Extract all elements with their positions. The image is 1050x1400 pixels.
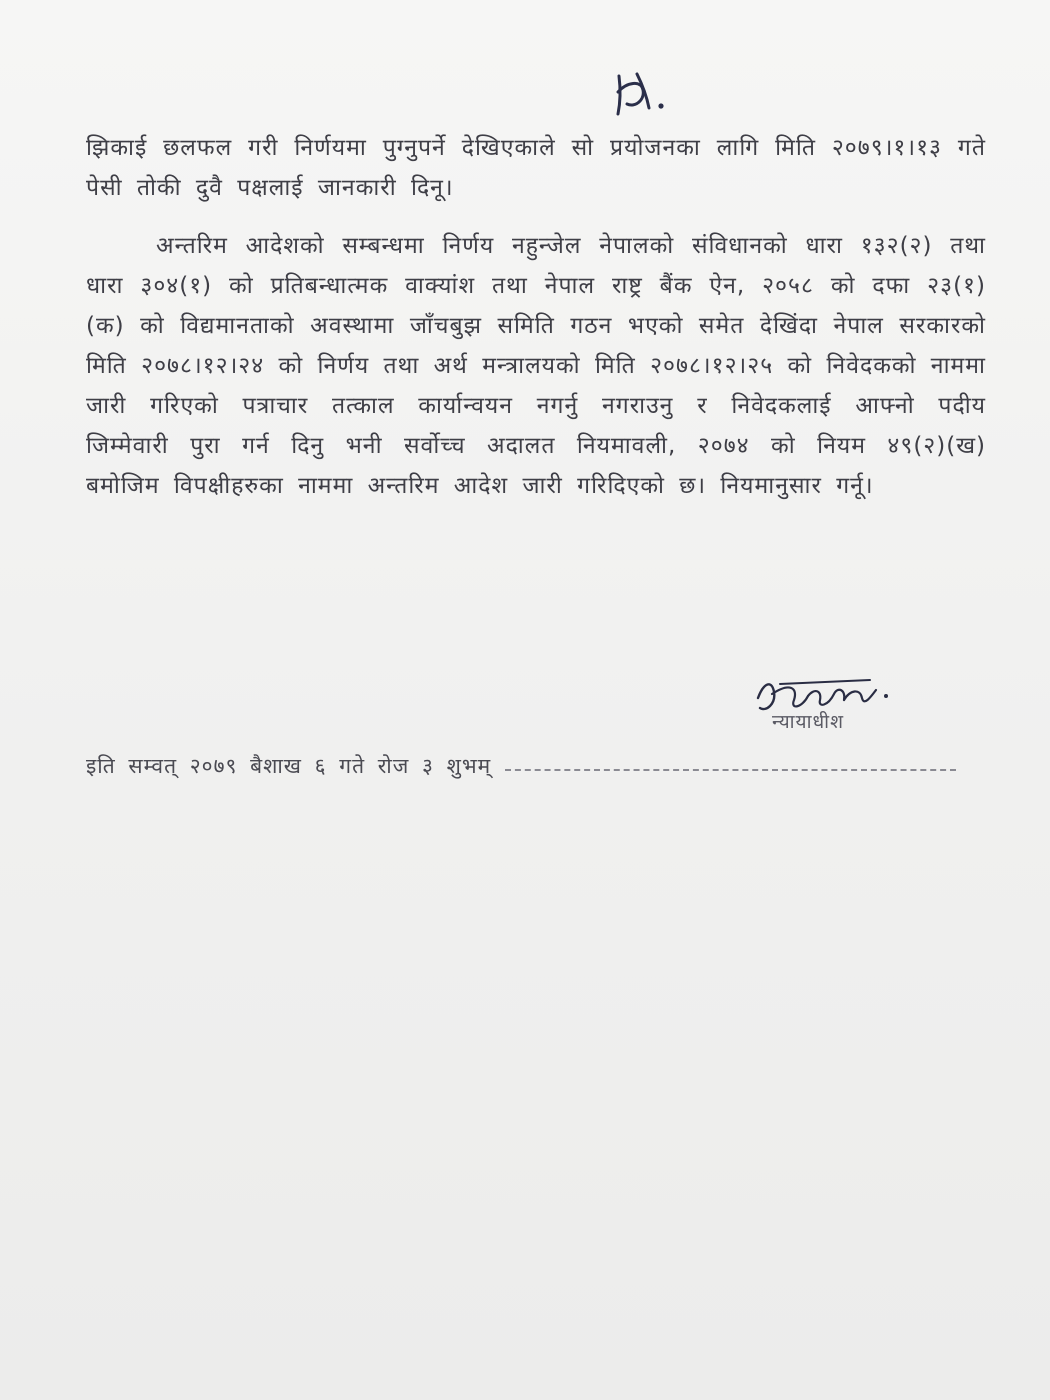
paragraph-interim-order: अन्तरिम आदेशको सम्बन्धमा निर्णय नहुन्जेल नेपालको संविधानको धारा १३२(२) तथा धारा ३०४(१) को प्रतिबन्धात्मक वाक्यांश तथा नेपाल राष्ट्र बैंक ऐन, २०५८ को दफा २३(१)(क) को विद्यमानताको अवस्थामा जाँचबुझ समिति गठन भएको समेत देखिंदा नेपाल सरकारको मिति २०७८।१२।२४ को निर्णय तथा अर्थ मन्त्रालयको मिति २०७८।१२।२५ को निवेदकको नाममा जारी गरिएको पत्राचार तत्काल कार्यान्वयन नगर्नु नगराउनु र निवेदकलाई आफ्नो पदीय जिम्मेवारी पुरा गर्न दिनु भनी सर्वोच्च अदालत नियमावली, २०७४ को नियम ४९(२)(ख) बमोजिम विपक्षीहरुका नाममा अन्तरिम आदेश जारी गरिदिएको छ। नियमानुसार गर्नू। [86, 233, 986, 499]
dashed-rule [505, 769, 956, 771]
handwritten-page-number [605, 62, 685, 122]
judge-signature-block [750, 668, 910, 748]
paragraph-hearing-date: झिकाई छलफल गरी निर्णयमा पुग्नुपर्ने देखिएकाले सो प्रयोजनका लागि मिति २०७९।१।१३ गते पेसी तोकी दुवै पक्षलाई जानकारी दिनू। [86, 135, 986, 201]
date-text: इति सम्वत् २०७९ बैशाख ६ गते रोज ३ शुभम् [86, 754, 492, 778]
signature-title: न्यायाधीश [772, 711, 845, 733]
order-body [86, 128, 986, 524]
closing-date-line [86, 752, 956, 780]
